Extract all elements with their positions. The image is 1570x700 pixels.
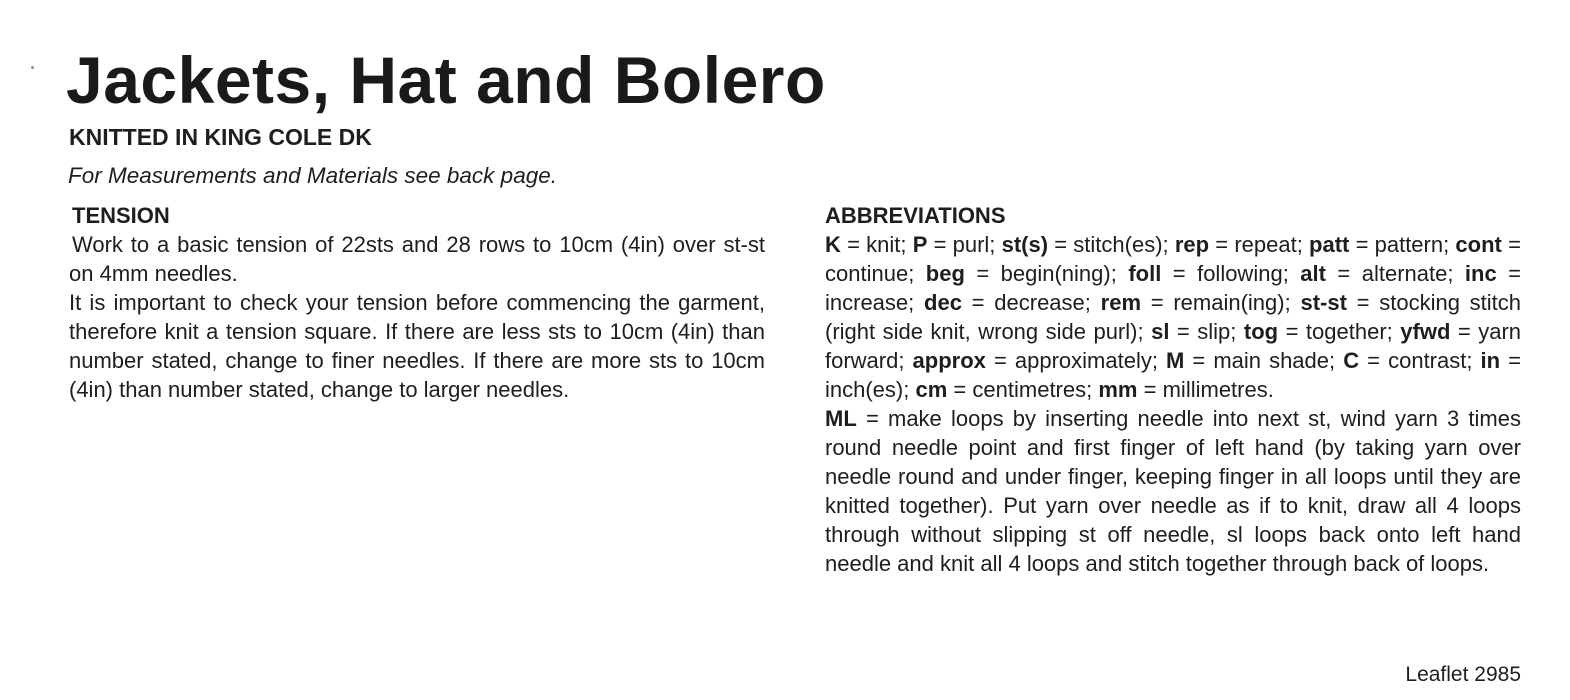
leaflet-number: Leaflet 2985 xyxy=(1405,663,1521,686)
abbreviation-separator: ; xyxy=(1084,290,1091,315)
abbreviation-equals: = xyxy=(1285,319,1299,344)
abbreviation-item xyxy=(1244,319,1393,344)
abbreviation-separator: ; xyxy=(989,232,996,257)
abbreviation-item xyxy=(1098,377,1273,402)
abbreviation-item xyxy=(1002,232,1169,257)
abbreviation-definition: centimetres xyxy=(972,377,1087,402)
abbreviation-separator: ; xyxy=(1137,319,1144,344)
abbreviation-definition: decrease xyxy=(994,290,1085,315)
abbreviation-equals: = xyxy=(1355,232,1369,257)
abbreviation-equals: = xyxy=(1457,319,1471,344)
abbreviation-equals: = xyxy=(1508,261,1522,286)
abbreviation-item xyxy=(1101,290,1291,315)
abbreviation-term: tog xyxy=(1243,319,1279,344)
abbreviation-term: cm xyxy=(915,377,948,402)
ml-equals: = xyxy=(865,406,879,431)
abbreviation-separator: ; xyxy=(1329,348,1336,373)
abbreviation-definition: slip xyxy=(1197,319,1231,344)
abbreviation-equals: = xyxy=(1337,261,1351,286)
tension-paragraph: Work to a basic tension of 22sts and 28 rows to 10cm (4in) over st-st on 4mm needles. xyxy=(69,232,765,286)
abbreviation-term: foll xyxy=(1128,261,1162,286)
abbreviation-separator: ; xyxy=(908,261,915,286)
abbreviation-equals: = xyxy=(993,348,1007,373)
page-title: Jackets, Hat and Bolero xyxy=(66,43,826,117)
abbreviation-equals: = xyxy=(847,232,860,257)
abbreviation-item xyxy=(924,290,1091,315)
abbreviation-item xyxy=(913,348,1158,373)
abbreviation-equals: = xyxy=(1172,261,1186,286)
abbreviation-separator: ; xyxy=(1447,261,1454,286)
abbreviation-item xyxy=(825,232,907,257)
abbreviation-definition: begin(ning) xyxy=(1000,261,1111,286)
abbreviation-term: P xyxy=(912,232,928,257)
abbreviation-term: st-st xyxy=(1300,290,1347,315)
abbreviation-term: inc xyxy=(1464,261,1497,286)
abbreviation-term: mm xyxy=(1098,377,1138,402)
abbreviation-term: in xyxy=(1480,348,1501,373)
abbreviation-term: C xyxy=(1343,348,1360,373)
abbreviation-item xyxy=(1343,348,1472,373)
abbreviation-definition: together xyxy=(1305,319,1387,344)
abbreviation-term: patt xyxy=(1309,232,1350,257)
abbreviation-term: M xyxy=(1166,348,1185,373)
tension-heading: TENSION xyxy=(72,203,170,228)
abbreviation-definition: repeat xyxy=(1234,232,1297,257)
abbreviation-term: approx xyxy=(912,348,986,373)
measurements-note: For Measurements and Materials see back page. xyxy=(68,163,557,188)
abbreviation-term: rep xyxy=(1174,232,1210,257)
abbreviation-definition: main shade xyxy=(1213,348,1330,373)
abbreviations-list xyxy=(825,230,1521,404)
tension-section xyxy=(69,202,765,404)
abbreviation-definition: pattern xyxy=(1374,232,1444,257)
abbreviation-definition: purl xyxy=(952,232,990,257)
abbreviation-term: dec xyxy=(924,290,962,315)
abbreviation-item xyxy=(916,377,1093,402)
abbreviation-term: yfwd xyxy=(1400,319,1451,344)
abbreviation-definition: alternate xyxy=(1361,261,1448,286)
abbreviation-definition: remain(ing) xyxy=(1173,290,1285,315)
ml-term: ML xyxy=(825,406,857,431)
abbreviation-separator: ; xyxy=(1151,348,1158,373)
abbreviations-heading: ABBREVIATIONS xyxy=(825,203,1006,228)
abbreviation-definition: knit xyxy=(866,232,901,257)
abbreviation-equals: = xyxy=(971,290,985,315)
abbreviation-equals: = xyxy=(1356,290,1370,315)
abbreviation-equals: = xyxy=(1150,290,1164,315)
abbreviation-separator: ; xyxy=(898,348,905,373)
abbreviation-separator: ; xyxy=(1466,348,1473,373)
abbreviation-item xyxy=(1300,261,1453,286)
abbreviation-equals: = xyxy=(976,261,990,286)
abbreviation-item xyxy=(1309,232,1449,257)
abbreviation-definition: increase xyxy=(825,290,909,315)
abbreviation-term: st(s) xyxy=(1001,232,1049,257)
abbreviation-equals: = xyxy=(1508,232,1521,257)
scan-speck xyxy=(31,66,34,69)
abbreviation-equals: = xyxy=(1215,232,1229,257)
abbreviation-equals: = xyxy=(1054,232,1068,257)
abbreviation-term: K xyxy=(825,232,841,257)
abbreviation-item xyxy=(1128,261,1289,286)
abbreviation-definition: continue xyxy=(825,261,909,286)
abbreviation-equals: = xyxy=(1143,377,1157,402)
abbreviations-section xyxy=(825,202,1521,578)
abbreviation-definition: inch(es) xyxy=(825,377,904,402)
abbreviation-separator: ; xyxy=(900,232,907,257)
abbreviation-equals: = xyxy=(1367,348,1381,373)
abbreviation-separator: ; xyxy=(1282,261,1289,286)
abbreviation-item xyxy=(1151,319,1236,344)
abbreviation-definition: approximately xyxy=(1014,348,1152,373)
abbreviation-term: rem xyxy=(1100,290,1141,315)
abbreviation-separator: ; xyxy=(1443,232,1450,257)
abbreviation-definition: stocking stitch (right side knit, wrong side purl) xyxy=(825,290,1522,344)
abbreviation-separator: ; xyxy=(1386,319,1393,344)
abbreviation-item xyxy=(913,232,996,257)
abbreviation-separator: ; xyxy=(1110,261,1117,286)
abbreviation-equals: = xyxy=(1176,319,1190,344)
abbreviation-term: cont xyxy=(1455,232,1502,257)
abbreviation-definition: stitch(es) xyxy=(1073,232,1163,257)
abbreviation-item xyxy=(1166,348,1335,373)
ml-text: make loops by inserting needle into next st, wind yarn 3 times round needle point and first finger of left hand (by taking yarn over needle round and under finger, keeping finger in all loops until they are knitted together). Put yarn over needle as if to knit, draw all 4 loops through without slipping st off needle, sl loops back onto left hand needle and knit all 4 loops and stitch together through back of loops. xyxy=(825,406,1521,576)
abbreviation-definition: contrast xyxy=(1388,348,1467,373)
abbreviation-definition: millimetres. xyxy=(1162,377,1274,402)
abbreviation-equals: = xyxy=(953,377,967,402)
abbreviation-separator: ; xyxy=(1162,232,1169,257)
abbreviation-equals: = xyxy=(1192,348,1206,373)
abbreviation-equals: = xyxy=(1508,348,1522,373)
abbreviation-separator: ; xyxy=(908,290,915,315)
abbreviation-separator: ; xyxy=(1284,290,1291,315)
tension-paragraph: It is important to check your tension before commencing the garment, therefore knit a tension square. If there are less sts to 10cm (4in) than number stated, change to finer needles. If there are more sts to 10cm (4in) than number stated, change to larger needles. xyxy=(69,290,765,402)
abbreviation-separator: ; xyxy=(1086,377,1093,402)
page-subtitle: KNITTED IN KING COLE DK xyxy=(69,124,372,150)
abbreviation-separator: ; xyxy=(1296,232,1303,257)
abbreviation-separator: ; xyxy=(1230,319,1237,344)
abbreviation-item xyxy=(926,261,1117,286)
abbreviation-term: sl xyxy=(1151,319,1170,344)
abbreviation-separator: ; xyxy=(903,377,910,402)
abbreviation-definition: yarn forward xyxy=(825,319,1522,373)
ml-definition xyxy=(825,404,1521,578)
abbreviation-item xyxy=(1175,232,1303,257)
abbreviation-definition: following xyxy=(1197,261,1283,286)
abbreviation-equals: = xyxy=(933,232,947,257)
abbreviation-term: beg xyxy=(925,261,965,286)
abbreviation-term: alt xyxy=(1300,261,1326,286)
